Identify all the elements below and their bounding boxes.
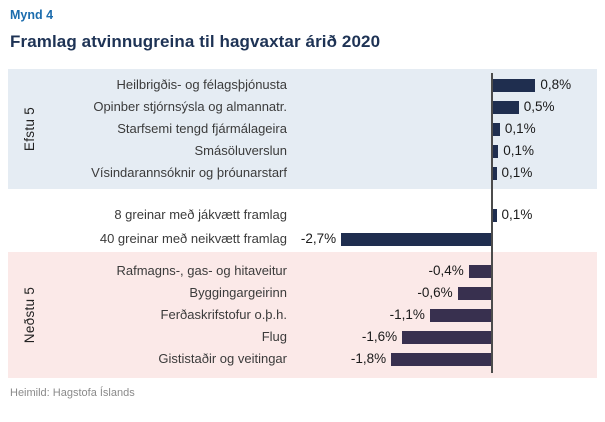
axis-line bbox=[491, 73, 493, 373]
category-label: Vísindarannsóknir og þróunarstarf bbox=[91, 165, 287, 180]
value-label: -0,4% bbox=[428, 263, 464, 278]
bar bbox=[491, 101, 519, 114]
chart-row bbox=[8, 140, 597, 162]
value-label: -0,6% bbox=[417, 285, 453, 300]
chart-row bbox=[8, 260, 597, 282]
value-label: 0,5% bbox=[523, 99, 555, 114]
category-label: 40 greinar með neikvætt framlag bbox=[99, 231, 287, 246]
section-top-5 bbox=[8, 69, 597, 189]
bar bbox=[469, 265, 491, 278]
category-label: Starfsemi tengd fjármálageira bbox=[117, 121, 287, 136]
category-label: Opinber stjórnsýsla og almannatr. bbox=[93, 99, 287, 114]
category-label: 8 greinar með jákvætt framlag bbox=[114, 207, 287, 222]
bar bbox=[341, 233, 491, 246]
chart-row bbox=[8, 326, 597, 348]
section-label-efstu-5: Efstu 5 bbox=[22, 106, 37, 152]
figure-label: Mynd 4 bbox=[10, 8, 54, 22]
bar bbox=[402, 331, 491, 344]
category-label: Ferðaskrifstofur o.þ.h. bbox=[160, 307, 287, 322]
category-label: Gististaðir og veitingar bbox=[158, 351, 287, 366]
category-label: Flug bbox=[261, 329, 287, 344]
chart-row bbox=[8, 74, 597, 96]
source-note: Heimild: Hagstofa Íslands bbox=[10, 387, 135, 399]
chart-row bbox=[8, 203, 597, 227]
chart-row bbox=[8, 304, 597, 326]
chart-row bbox=[8, 162, 597, 184]
chart-row bbox=[8, 282, 597, 304]
category-label: Rafmagns-, gas- og hitaveitur bbox=[116, 263, 287, 278]
category-label: Heilbrigðis- og félagsþjónusta bbox=[116, 77, 287, 92]
category-label: Byggingargeirinn bbox=[189, 285, 287, 300]
value-label: 0,1% bbox=[501, 165, 533, 180]
chart-row bbox=[8, 118, 597, 140]
chart-row bbox=[8, 348, 597, 370]
section-middle bbox=[8, 189, 597, 252]
chart-body bbox=[8, 69, 597, 378]
chart-row bbox=[8, 227, 597, 251]
bar bbox=[391, 353, 491, 366]
section-label-nedstu-5: Neðstu 5 bbox=[22, 286, 37, 344]
value-label: 0,1% bbox=[501, 207, 533, 222]
category-label: Smásöluverslun bbox=[194, 143, 287, 158]
bar bbox=[491, 79, 535, 92]
value-label: -1,8% bbox=[350, 351, 387, 366]
bar bbox=[430, 309, 491, 322]
value-label: 0,1% bbox=[504, 121, 536, 136]
value-label: -1,6% bbox=[361, 329, 398, 344]
chart-row bbox=[8, 96, 597, 118]
bar bbox=[458, 287, 491, 300]
chart-title: Framlag atvinnugreina til hagvaxtar árið 2020 bbox=[10, 32, 381, 51]
value-label: 0,1% bbox=[503, 143, 534, 158]
section-bottom-5 bbox=[8, 252, 597, 378]
value-label: 0,8% bbox=[540, 77, 572, 92]
value-label: -2,7% bbox=[300, 231, 337, 246]
value-label: -1,1% bbox=[389, 307, 425, 322]
